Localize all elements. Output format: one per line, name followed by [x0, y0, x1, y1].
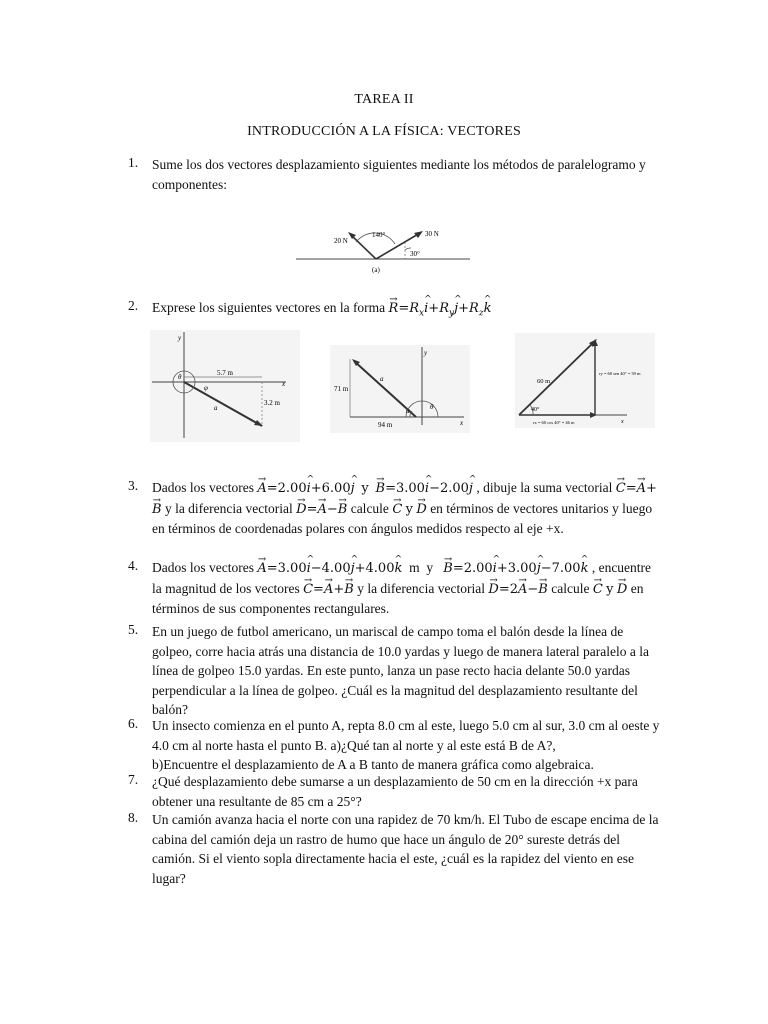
- problem-7-text: ¿Qué desplazamiento debe sumarse a un desplazamiento de 50 cm en la dirección +x para obtener una resultante de 85 cm a 25°?: [152, 774, 638, 809]
- problem-3-sum-intro: , dibuje la suma vectorial: [476, 480, 613, 495]
- problem-4-rest: en términos de sus componentes rectangulares.: [152, 580, 644, 616]
- label-30n: 30 N: [425, 230, 439, 238]
- fig1-x-label: x: [282, 380, 286, 388]
- fig3-magnitude: 60 m: [537, 378, 551, 385]
- problem-1-number: 1.: [128, 155, 139, 170]
- fig1-theta: θ: [178, 373, 182, 381]
- problem-3-calc: calcule: [350, 500, 389, 516]
- fig1-vector: a: [214, 404, 218, 412]
- problem-6-text: [152, 716, 662, 775]
- problem-5-text: En un juego de futbol americano, un mariscal de campo toma el balón desde la línea de golpeo, corre hacia atrás una distancia de 10.0 yardas y luego de manera lateral paralelo a la línea de golpeo 15.0 yardas. En este punto, lanza un pase recto hacia delante 50.0 yardas perpendicular a la línea de golpeo. ¿Cuál es la magnitud del desplazamiento resultante del balón?: [152, 624, 650, 717]
- fig1-phi: φ: [204, 384, 208, 392]
- fig1-y-label: y: [178, 334, 182, 342]
- fig3-ry: ry = 60 sen 40° = 39 m: [599, 371, 641, 376]
- problem-8-text: Un camión avanza hacia el norte con una rapidez de 70 km/h. El Tubo de escape encima de la cabina del camión deja un rastro de humo que hace un ángulo de 20° sureste detrás del camión. Si el viento sopla directamente hacia el este, ¿cuál es la rapidez del viento en ese lugar?: [152, 812, 659, 886]
- fig1-length: 5.7 m: [217, 369, 233, 377]
- page-title: TAREA II: [354, 92, 414, 107]
- figure-caption: (a): [372, 266, 380, 274]
- problem-4-diff: y la diferencia vectorial: [357, 580, 485, 596]
- fig2-x-label: x: [460, 419, 464, 427]
- problem-4-number: 4.: [128, 558, 139, 573]
- problem-2-number: 2.: [128, 298, 139, 313]
- problem-6-line-2: b)Encuentre el desplazamiento de A a B tanto de manera gráfica como algebraica.: [152, 757, 594, 772]
- problem-4-text: Dados los vectores → A=3.00^ i−4.00^ j+4.00^ k m y → B=2.00^ i+3.00^ j−7.00^ k , encuentre la magnitud de los vectores → C=→ A+→ B y la diferencia vectorial → D=2→ A−→ B calcule → C y → D en términos de sus componentes rectangulares.: [152, 558, 662, 619]
- problem-2-intro: Exprese los siguientes vectores en la forma: [152, 300, 386, 315]
- angle-30: 30°: [410, 250, 420, 258]
- problem-2-figure-1: [150, 330, 300, 442]
- fig3-rx: rx = 60 cos 40° = 46 m: [533, 420, 575, 425]
- problem-3-text: Dados los vectores → A=2.00^ i+6.00^ j y → B=3.00^ i−2.00^ j , dibuje la suma vectorial → C=→ A+→ B y la diferencia vectorial → D=→ A−→ B calcule → C y → D en términos de vectores unitarios y luego en términos de coordenadas polares con ángulos medidos respecto al eje +x.: [152, 478, 662, 539]
- problem-4-unit: m: [409, 560, 420, 575]
- fig1-component: 3.2 m: [264, 399, 280, 407]
- problem-1-figure: [290, 222, 475, 278]
- problem-6-number: 6.: [128, 716, 139, 731]
- fig2-alpha: α: [406, 407, 410, 415]
- problem-7-number: 7.: [128, 772, 139, 787]
- problem-3-number: 3.: [128, 478, 139, 493]
- problem-3-intro: Dados los vectores: [152, 480, 254, 495]
- problem-3-rest: en términos de vectores unitarios y luego en términos de coordenadas polares con ángulos medidos respecto al eje +x.: [152, 500, 653, 536]
- problem-1-text: Sume los dos vectores desplazamiento siguientes mediante los métodos de paralelogramo y componentes:: [152, 157, 646, 192]
- fig2-length: 71 m: [334, 385, 349, 393]
- problem-5-number: 5.: [128, 622, 139, 637]
- vector-form-formula: → $R=R_x\^{}$ $i+R_y\^{}$ $j+R_z\^{}$ k: [389, 300, 492, 315]
- fig2-y-label: y: [424, 349, 428, 357]
- problem-4-intro: Dados los vectores: [152, 560, 254, 575]
- page-subtitle: INTRODUCCIÓN A LA FÍSICA: VECTORES: [247, 124, 521, 139]
- problem-3-diff-intro: y la diferencia vectorial: [164, 500, 293, 516]
- fig2-vector: a: [380, 375, 384, 383]
- label-20n: 20 N: [334, 237, 348, 245]
- problem-8-number: 8.: [128, 810, 139, 825]
- problem-2-figure-2: [330, 345, 470, 433]
- angle-140: 140°: [372, 231, 386, 239]
- problem-4-calc: calcule: [551, 580, 590, 596]
- problem-2-text: [152, 298, 662, 324]
- problem-6-line-1: Un insecto comienza en el punto A, repta 8.0 cm al este, luego 5.0 cm al sur, 3.0 cm al oeste y 4.0 cm al norte hasta el punto B. a)¿Qué tan al norte y al este está B de A?,: [152, 718, 660, 753]
- problem-4-magnitude: encuentre la magnitud de los vectores: [152, 560, 652, 596]
- fig2-base: 94 m: [378, 421, 393, 429]
- problem-2-figure-3: [515, 333, 655, 428]
- fig3-angle: 40°: [531, 407, 540, 413]
- fig2-theta: θ: [430, 403, 434, 411]
- fig3-x-label: x: [621, 419, 624, 425]
